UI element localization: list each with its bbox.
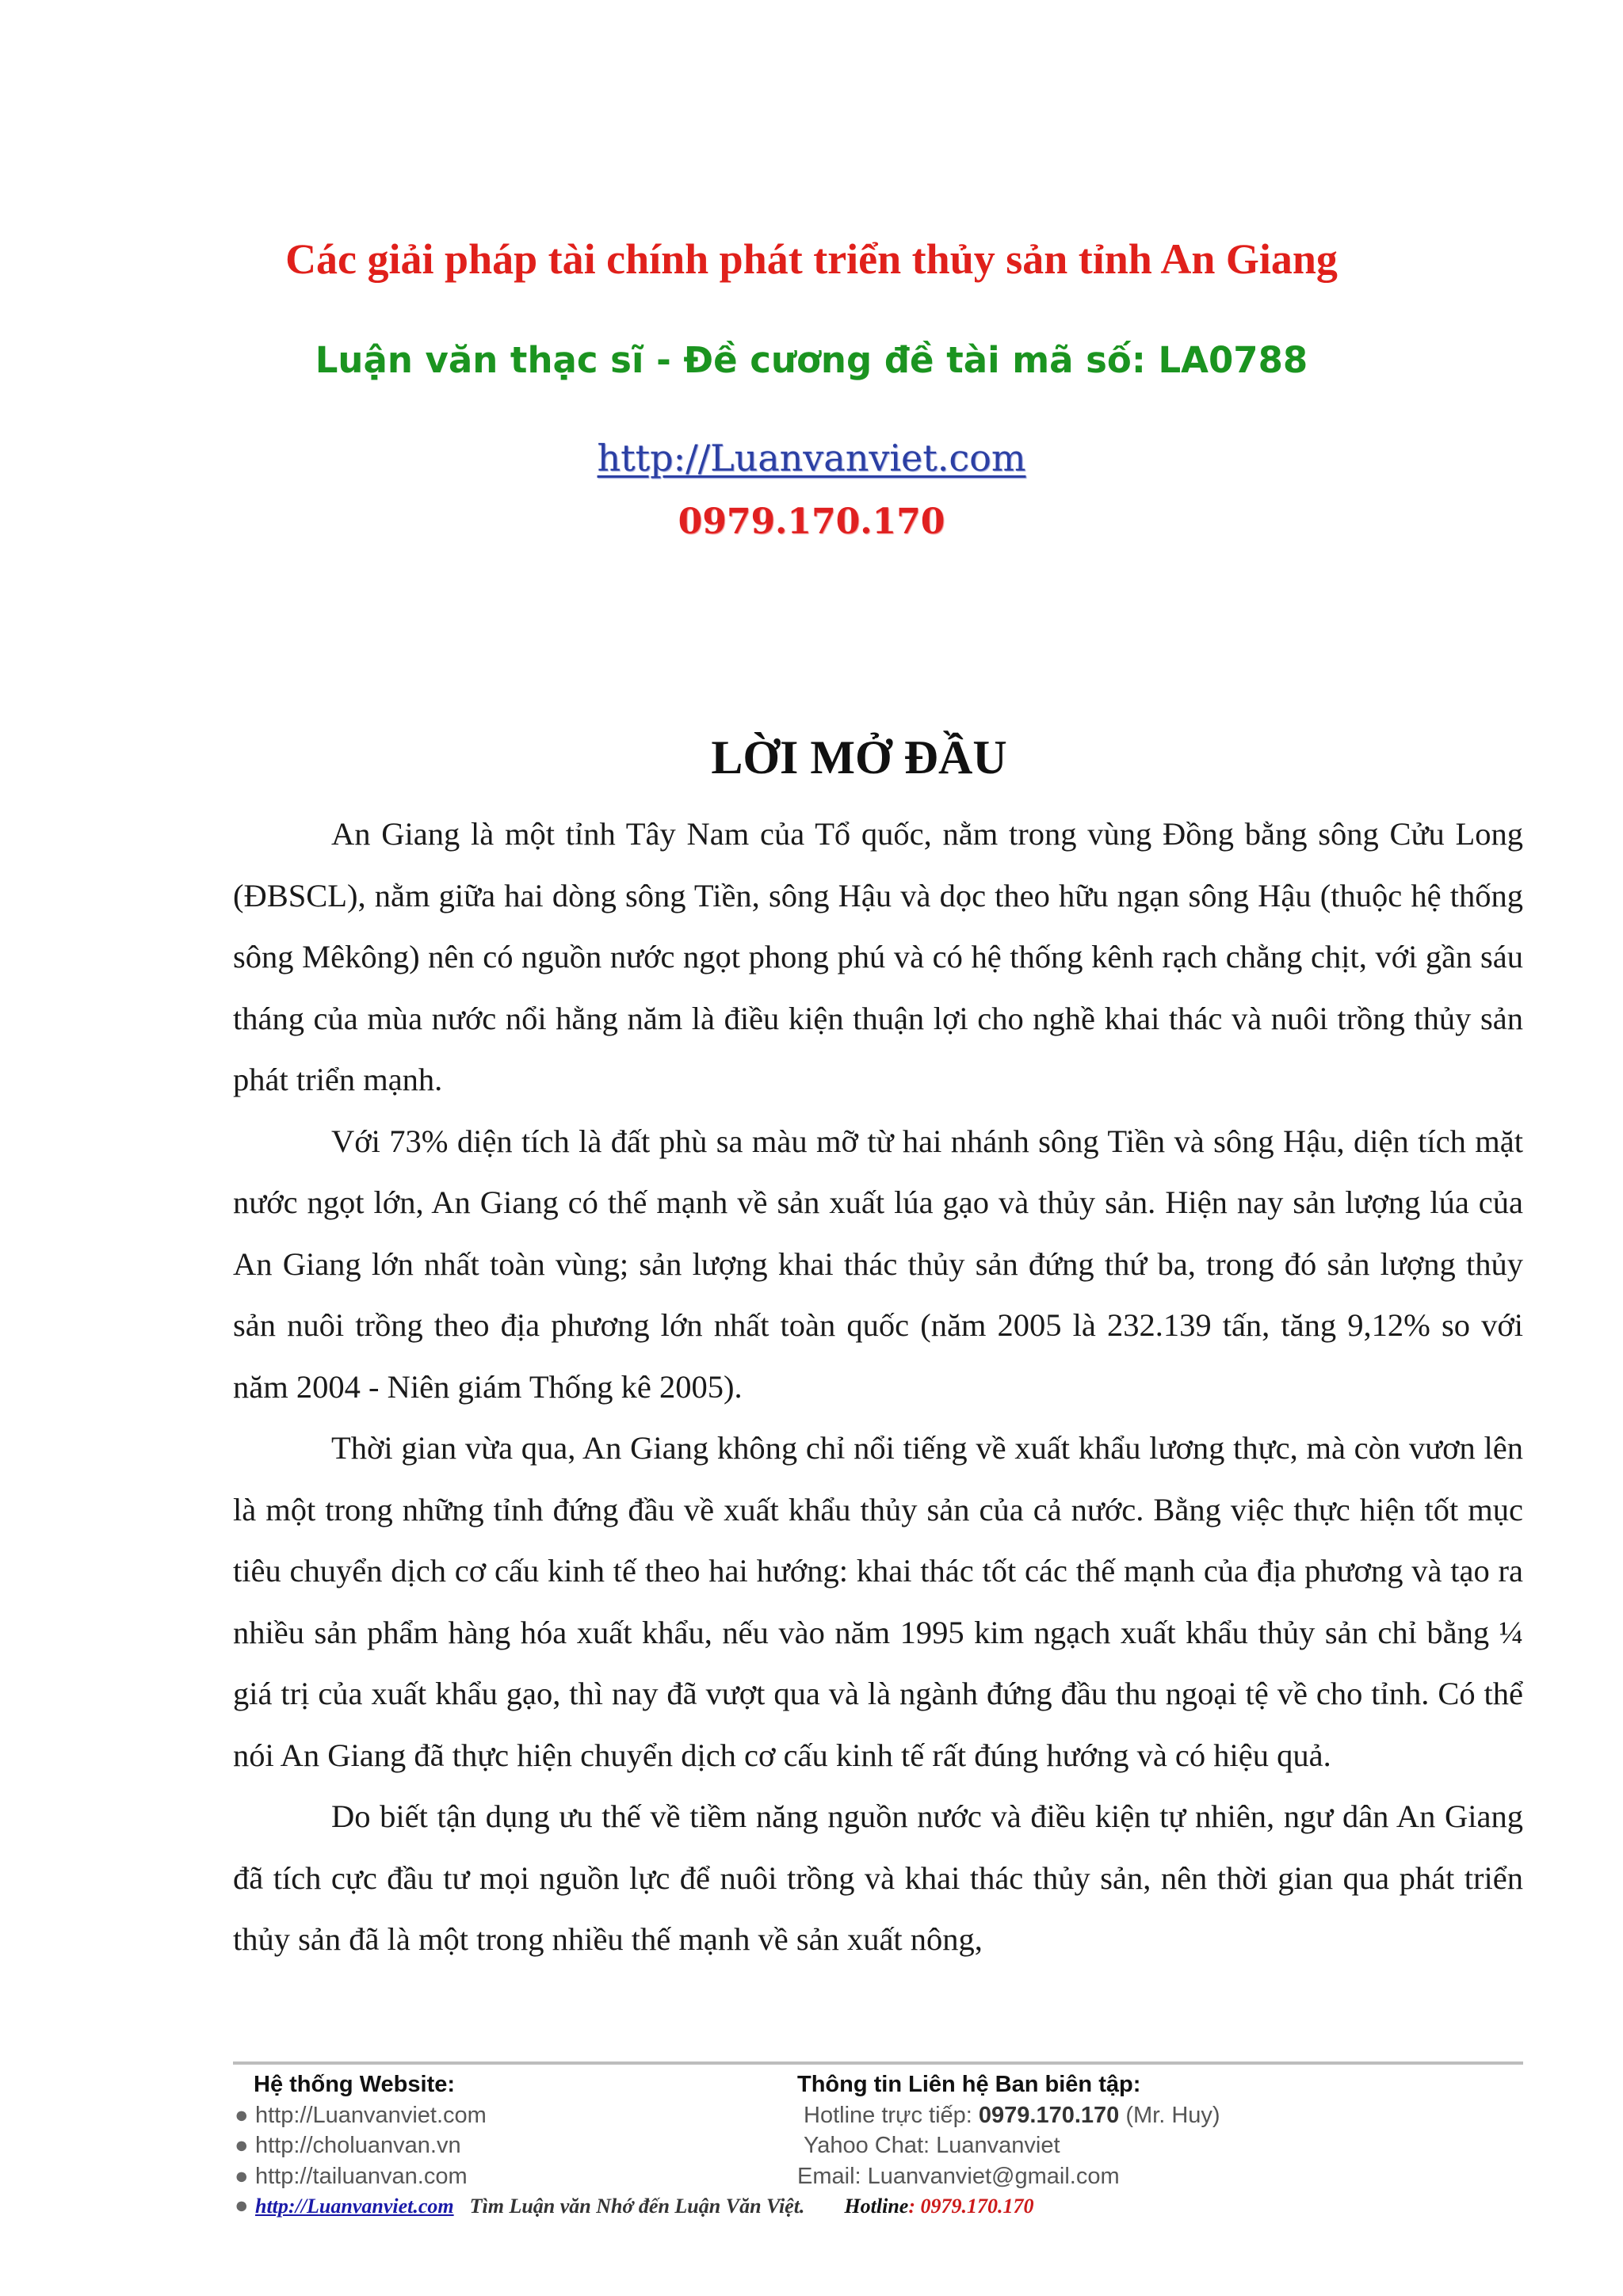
- footer-slogan: Tìm Luận văn Nhớ đến Luận Văn Việt.: [469, 2195, 805, 2218]
- footer-email: Email: Luanvanviet@gmail.com: [797, 2163, 1120, 2189]
- footer-hotline-person: (Mr. Huy): [1119, 2102, 1220, 2128]
- footer-websites-heading: Hệ thống Website:: [254, 2072, 456, 2097]
- footer-hotline-label: Hotline trực tiếp:: [804, 2102, 979, 2128]
- footer-website-link[interactable]: http://tailuanvan.com: [255, 2163, 468, 2189]
- paragraph: Với 73% diện tích là đất phù sa màu mỡ từ hai nhánh sông Tiền và sông Hậu, diện tích mặt nước ngọt lớn, An Giang có thế mạnh về sản xuất lúa gạo và thủy sản. Hiện nay sản lượng lúa của An Giang lớn nhất toàn vùng; sản lượng khai thác thủy sản đứng thứ ba, trong đó sản lượng thủy sản nuôi trồng theo địa phương lớn nhất toàn quốc (năm 2005 là 232.139 tấn, tăng 9,12% so với năm 2004 - Niên giám Thống kê 2005).: [233, 1123, 1523, 1405]
- footer-website-item[interactable]: [235, 2100, 789, 2131]
- footer-website-item[interactable]: [235, 2130, 789, 2161]
- footer-websites: [235, 2069, 789, 2191]
- document-subtitle: Luận văn thạc sĩ - Đề cương đề tài mã số: LA0788: [315, 339, 1308, 381]
- paragraph: Do biết tận dụng ưu thế về tiềm năng nguồn nước và điều kiện tự nhiên, ngư dân An Giang đã tích cực đầu tư mọi nguồn lực để nuôi trồng và khai thác thủy sản, nên thời gian qua phát triển thủy sản đã là một trong nhiều thế mạnh về sản xuất nông,: [233, 1798, 1523, 1957]
- footer-website-link[interactable]: http://choluanvan.vn: [255, 2133, 461, 2158]
- footer-website-item[interactable]: [235, 2161, 789, 2192]
- footer-bottom-hotline-number: : 0979.170.170: [908, 2195, 1034, 2218]
- document-title: Các giải pháp tài chính phát triển thủy sản tỉnh An Giang: [285, 235, 1338, 283]
- footer-yahoo: Yahoo Chat: Luanvanviet: [804, 2133, 1060, 2158]
- footer-divider: [233, 2061, 1523, 2065]
- footer-contact-heading: Thông tin Liên hệ Ban biên tập:: [797, 2072, 1141, 2097]
- footer-bottom-link[interactable]: http://Luanvanviet.com: [255, 2195, 454, 2218]
- bullet-icon: ●: [235, 2163, 249, 2189]
- paragraph: Thời gian vừa qua, An Giang không chỉ nổi tiếng về xuất khẩu lương thực, mà còn vươn lên là một trong những tỉnh đứng đầu về xuất khẩu thủy sản của cả nước. Bằng việc thực hiện tốt mục tiêu chuyển dịch cơ cấu kinh tế theo hai hướng: khai thác tốt các thế mạnh của địa phương và tạo ra nhiều sản phẩm hàng hóa xuất khẩu, nếu vào năm 1995 kim ngạch xuất khẩu thủy sản chỉ bằng ¼ giá trị của xuất khẩu gạo, thì nay đã vượt qua và là ngành đứng đầu thu ngoại tệ về cho tỉnh. Có thể nói An Giang đã thực hiện chuyển dịch cơ cấu kinh tế rất đúng hướng và có hiệu quả.: [233, 1430, 1523, 1773]
- footer-bottom-hotline-label: Hotline: [844, 2195, 909, 2218]
- bullet-icon: ●: [235, 2133, 249, 2158]
- footer-hotline: [797, 2100, 1510, 2131]
- footer-bottom-line: [235, 2191, 1523, 2221]
- body-text: [233, 803, 1523, 1970]
- bullet-icon: ●: [235, 2102, 249, 2128]
- paragraph: An Giang là một tỉnh Tây Nam của Tổ quốc, nằm trong vùng Đồng bằng sông Cửu Long (ĐBSCL), nằm giữa hai dòng sông Tiền, sông Hậu và dọc theo hữu ngạn sông Hậu (thuộc hệ thống sông Mêkông) nên có nguồn nước ngọt phong phú và có hệ thống kênh rạch chằng chịt, với gần sáu tháng của mùa nước nổi hằng năm là điều kiện thuận lợi cho nghề khai thác và nuôi trồng thủy sản phát triển mạnh.: [233, 816, 1523, 1097]
- section-heading: LỜI MỞ ĐẦU: [711, 731, 1007, 784]
- logo-phone: 0979.170.170: [678, 502, 945, 542]
- bullet-icon: ●: [235, 2193, 249, 2218]
- footer-contact: [797, 2069, 1510, 2191]
- footer-hotline-number: 0979.170.170: [978, 2102, 1120, 2128]
- logo-url[interactable]: http://Luanvanviet.com: [597, 437, 1026, 479]
- footer-website-link[interactable]: http://Luanvanviet.com: [255, 2102, 487, 2128]
